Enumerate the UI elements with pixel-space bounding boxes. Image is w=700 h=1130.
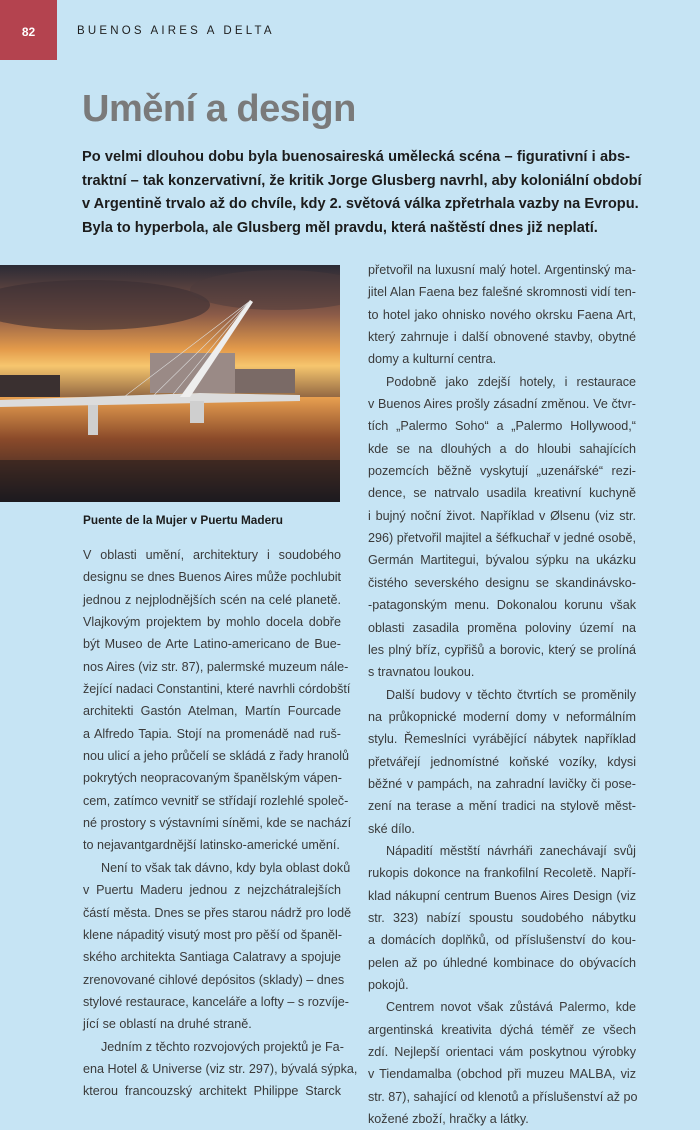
intro-line: traktní – tak konzervativní, že kritik Jorge Glusberg navrhl, aby koloniální období: [82, 172, 642, 189]
paragraph-line: designu se dnes Buenos Aires může pochlubit: [83, 570, 341, 585]
paragraph-line: zrenovované cihlové depósitos (sklady) – dnes: [83, 972, 345, 987]
paragraph-line: oblasti zasadila proměna poloviny území na: [368, 620, 636, 635]
paragraph-line: Germán Martitegui, bývalou sýpku na ukázku: [368, 553, 636, 568]
paragraph-line: 296) přetvořil majitel a šéfkuchař v jedné osobě,: [368, 531, 636, 546]
paragraph-line: nou ulicí a jeho průčelí se skládá z řady hranolů: [83, 749, 350, 764]
paragraph-line: ena Hotel & Universe (viz str. 297), bývalá sýpka,: [83, 1061, 358, 1076]
paragraph-line: s travnatou loukou.: [368, 665, 475, 680]
paragraph-line: jednou z nejplodnějších scén na celé planetě.: [83, 592, 341, 607]
paragraph-line: architekti Gastón Atelman, Martín Fourcade: [83, 704, 341, 719]
paragraph-line: kde se na dlouhých a do hloubi sahajících: [368, 441, 636, 456]
paragraph-line: cem, zatímco vevnitř se střídají rozlehlé společ-: [83, 793, 349, 808]
paragraph-line: tích „Palermo Soho“ a „Palermo Hollywood,“: [368, 419, 636, 434]
paragraph-line: zení na terase a mění tradici na stylově měst-: [368, 799, 636, 814]
paragraph-line: ské dílo.: [368, 821, 415, 836]
paragraph-line: Jedním z těchto rozvojových projektů je Fa-: [101, 1039, 344, 1054]
paragraph-line: čistého severského designu se skandinávsko-: [368, 575, 636, 590]
paragraph-line: pozemcích běžně vyskytují „uzenářské“ rezi-: [368, 464, 636, 479]
paragraph-line: být Museo de Arte Latino-americano de Bue-: [83, 637, 341, 652]
paragraph-line: kterou francouzský architekt Philippe Starck: [83, 1084, 341, 1099]
running-header: BUENOS AIRES A DELTA: [77, 25, 275, 37]
page-number: 82: [21, 25, 36, 39]
paragraph-line: Vlajkovým projektem by mohlo docela dobře: [83, 615, 341, 630]
paragraph-line: pelen až po úhledné kombinace do obývacích: [368, 955, 636, 970]
paragraph-line: běžné v pampách, na zahradní lavičky či pose-: [368, 776, 636, 791]
paragraph-line: V oblasti umění, architektury i soudobého: [83, 548, 341, 562]
article-intro: [82, 146, 642, 240]
paragraph-line: v Puertu Maderu jednou z nejzchátralejších: [83, 883, 341, 898]
paragraph-line: na průkopnické moderní domy v neformálním: [368, 709, 636, 724]
paragraph-line: dence, se natrvalo usadila kreativní kuchyně: [368, 486, 636, 501]
paragraph-line: rukopis dokonce na frankofilní Recoletě. Napří-: [368, 866, 636, 881]
paragraph-line: stylu. Řemeslníci vyrábějící nábytek například: [368, 732, 636, 747]
paragraph-line: Další budovy v těchto čtvrtích se proměnily: [386, 687, 636, 702]
paragraph-line: klene nápaditý visutý most pro pěší od španěl-: [83, 927, 343, 942]
paragraph-line: -patagonským menu. Dokonalou korunu však: [368, 598, 636, 613]
paragraph-line: to nejavantgardnější latinsko-americké umění.: [83, 838, 340, 853]
left-column: [83, 544, 358, 1103]
paragraph-line: klad nákupní centrum Buenos Aires Design (viz: [368, 888, 636, 903]
photo-caption: Puente de la Mujer v Puertu Maderu: [83, 513, 283, 527]
paragraph-line: stylové restaurace, kanceláře a lofty – s rozvíje-: [83, 994, 349, 1009]
article-title: Umění a design: [82, 88, 356, 130]
paragraph-line: částí města. Dnes se přes starou nádrž pro lodě: [83, 905, 352, 920]
paragraph-line: Centrem novot však zůstává Palermo, kde: [386, 1000, 636, 1015]
paragraph-line: pokrytých neopracovaným španělským vápen-: [83, 771, 342, 786]
paragraph-line: a Alfredo Tapia. Stojí na promenádě nad ruš-: [83, 726, 341, 741]
paragraph-line: v Buenos Aires prošly zásadní změnou. Ve čtvr-: [368, 397, 636, 412]
paragraph-line: domy a kulturní centra.: [368, 352, 497, 367]
paragraph-line: jící se oblastí na druhé straně.: [83, 1017, 252, 1032]
paragraph-line: který zahrnuje i další obnovené stavby, obytné: [368, 330, 636, 345]
paragraph-line: přetvořil na luxusní malý hotel. Argentinský ma-: [368, 263, 636, 277]
paragraph-line: v Tiendamalba (obchod při muzeu MALBA, viz: [368, 1067, 636, 1082]
paragraph-line: str. 87), sahající od klenotů a příslušenství až po: [368, 1089, 638, 1104]
paragraph-line: nos Aires (viz str. 87), palermské muzeum nále-: [83, 659, 349, 674]
paragraph-line: str. 323) nabízí spoustu soudobého nábytku: [368, 910, 636, 925]
paragraph-line: to hotel jako ohnisko nového okrsku Faena Art,: [368, 307, 636, 322]
paragraph-line: ského architekta Santiaga Calatravy a spojuje: [83, 950, 341, 965]
paragraph-line: přetvářejí jednomístné koňské vozíky, kdysi: [368, 754, 636, 769]
paragraph-line: žející nadaci Constantini, které navrhli córdobští: [83, 682, 351, 697]
paragraph-line: pokojů.: [368, 978, 409, 992]
intro-line: Po velmi dlouhou dobu byla buenosaireská umělecká scéna – figurativní i abs-: [82, 149, 630, 165]
paragraph-line: Není to však tak dávno, kdy byla oblast doků: [101, 860, 351, 875]
paragraph-line: Podobně jako zdejší hotely, i restaurace: [386, 374, 636, 389]
paragraph-line: les plný bříz, cypřišů a borovic, který se prolíná: [368, 642, 636, 657]
paragraph-line: i bujný noční život. Například v Ølsenu (viz str.: [368, 508, 636, 523]
paragraph-line: Nápadití městští návrháři zanechávají svůj: [386, 843, 636, 858]
intro-line: Byla to hyperbola, ale Glusberg měl pravdu, která naštěstí dnes již neplatí.: [82, 219, 598, 236]
paragraph-line: kožené zboží, hračky a látky.: [368, 1112, 529, 1127]
bridge-photo: [0, 265, 340, 502]
intro-line: v Argentině trvalo až do chvíle, kdy 2. světová válka zpřetrhala vazby na Evropu.: [82, 196, 639, 213]
paragraph-line: jitel Alan Faena bez falešné skromnosti vidí ten-: [368, 285, 636, 300]
right-column: [368, 259, 636, 1130]
paragraph-line: zdí. Nejlepší orientaci vám poskytnou výrobky: [368, 1045, 636, 1060]
paragraph-line: né prostory s výstavními síněmi, kde se nachází: [83, 816, 352, 831]
paragraph-line: argentinská kreativita dýchá téměř ze všech: [368, 1022, 636, 1037]
paragraph-line: a domácích doplňků, od příslušenství do kou-: [368, 933, 636, 948]
